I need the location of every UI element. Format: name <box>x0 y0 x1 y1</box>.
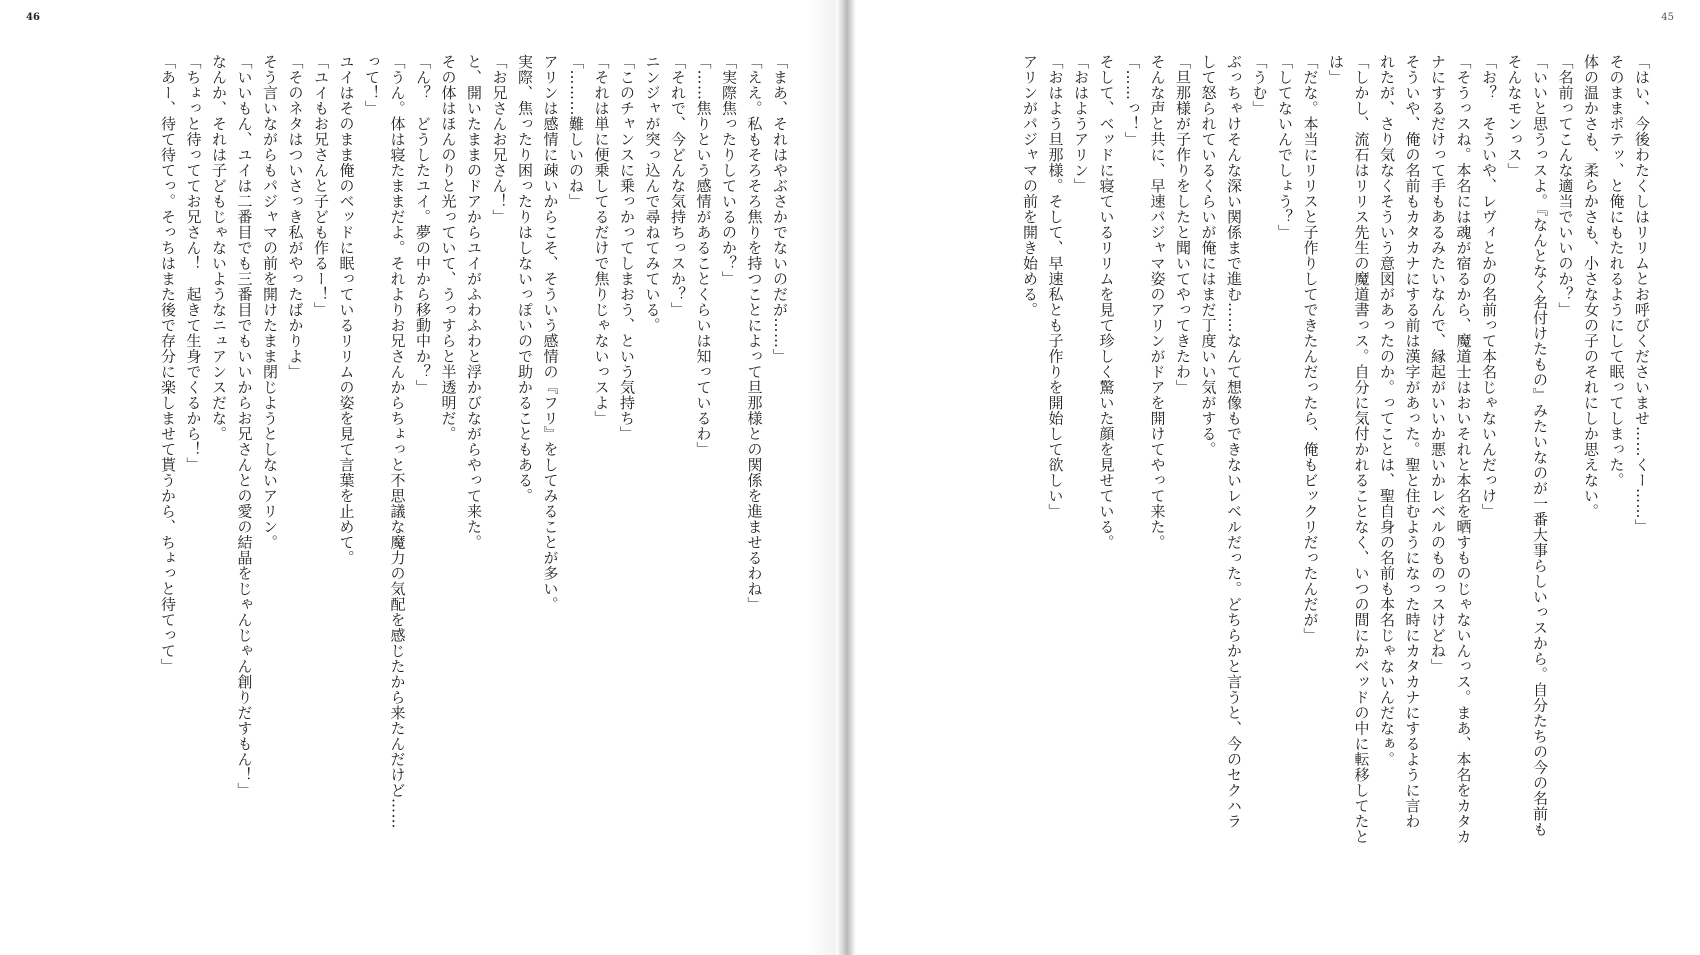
text-line: そういや、俺の名前もカタカナにする前は漢字があった。聖と住むようになった時にカタカナにするように言わ <box>1403 54 1422 829</box>
text-line: 「ちょっと待っててお兄さん！ 起きて生身でくるから！」 <box>184 54 203 473</box>
text-line: は」 <box>1327 54 1345 85</box>
text-line: 「それは単に便乗してるだけで焦りじゃないっスよ」 <box>592 54 611 426</box>
page-number-left: 46 <box>26 12 40 23</box>
text-line: 「いいもん、ユイは二番目でも三番目でもいいからお兄さんとの愛の結晶をじゃんじゃん創りだすもん！」 <box>235 54 254 798</box>
text-line: と、開いたままのドアからユイがふわふわと浮かびながらやって来た。 <box>465 54 483 550</box>
text-line: そのままポテッ、と俺にもたれるようにして眠ってしまった。 <box>1607 54 1626 488</box>
gutter-shadow-left <box>806 0 836 955</box>
text-line: ぶっちゃけそんな深い関係まで進む……なんて想像もできないレベルだった。どちらかと言うと、今のセクハラ <box>1225 54 1243 829</box>
text-line: そう言いながらもパジャマの前を開けたまま閉じようとしないアリン。 <box>261 54 279 550</box>
text-line: そんなモンっス」 <box>1505 54 1524 178</box>
text-line: 「いいと思うっスよ。『なんとなく名付けたもの』みたいなのが一番大事らしいっスから。自分たちの今の名前も <box>1531 54 1549 837</box>
text-line: 「まあ、それはやぶさかでないのだが……」 <box>771 54 789 364</box>
right-page-body-text <box>954 54 1654 914</box>
page-number-right: 45 <box>1661 12 1674 23</box>
text-line: そんな声と共に、早速パジャマ姿のアリンがドアを開けてやって来た。 <box>1148 54 1167 550</box>
text-line: れたが、さり気なくそういう意図があったのか。ってことは、聖自身の名前も本名じゃないんだなぁ。 <box>1378 54 1396 767</box>
text-line: アリンは感情に疎いからこそ、そういう感情の『フリ』をしてみることが多い。 <box>541 54 560 612</box>
text-line: って！」 <box>363 54 381 116</box>
text-line: 「それで、今どんな気持ちっスか？」 <box>669 54 687 318</box>
text-line: 「お？ そういや、レヴィとかの名前って本名じゃないんだっけ」 <box>1480 54 1498 519</box>
text-line: 「ユイもお兄さんと子ども作るー！」 <box>312 54 330 318</box>
text-line: 「ん？ どうしたユイ。夢の中から移動中か？」 <box>414 54 432 395</box>
text-line: 「してないんでしょう？」 <box>1276 54 1294 240</box>
left-page-body-text <box>72 54 792 914</box>
book-gutter <box>836 0 856 955</box>
text-line: そして、ベッドに寝ているリリムを見て珍しく驚いた顔を見せている。 <box>1097 54 1116 550</box>
text-line: 「……っ！」 <box>1123 54 1141 147</box>
text-line: して怒られているくらいが俺にはまだ丁度いい気がする。 <box>1199 54 1218 457</box>
text-line: 「おはようアリン」 <box>1072 54 1090 194</box>
text-line: その体はほんのりと光っていて、うっすらと半透明だ。 <box>439 54 458 442</box>
text-line: アリンがパジャマの前を開き始める。 <box>1021 54 1039 318</box>
text-line: 「だな。本当にリリスと子作りしてできたんだったら、俺もビックリだったんだが」 <box>1301 54 1320 643</box>
text-line: 「ええ。私もそろそろ焦りを持つことによって旦那様との関係を進ませるわね」 <box>745 54 764 612</box>
text-line: 「そうっスね。本名には魂が宿るから、魔道士はおいそれと本名を晒すものじゃないんっス。まあ、本名をカタカ <box>1454 54 1473 845</box>
text-line: 「そのネタはついさっき私がやったばかりよ」 <box>286 54 305 380</box>
text-line: 「旦那様が子作りをしたと聞いてやってきたわ」 <box>1174 54 1192 395</box>
text-line: 「うむ」 <box>1250 54 1269 116</box>
text-line: 「実際焦ったりしているのか？」 <box>720 54 738 287</box>
left-page <box>0 0 836 955</box>
text-line: ニンジャが突っ込んで尋ねてみている。 <box>643 54 662 333</box>
text-line: 体の温かさも、柔らかさも、小さな女の子のそれにしか思えない。 <box>1582 54 1600 519</box>
text-line: 「………難しいのね」 <box>567 54 585 209</box>
text-line: 「……焦りという感情があることくらいは知っているわ」 <box>694 54 713 457</box>
text-line: ナにするだけって手もあるみたいなんで、縁起がいいか悪いかレベルのものっスけどね」 <box>1429 54 1447 674</box>
text-line: 「このチャンスに乗っかってしまおう、という気持ち」 <box>618 54 636 442</box>
text-line: 「名前ってこんな適当でいいのか？」 <box>1556 54 1575 318</box>
text-line: 「おはよう旦那様。そして、早速私とも子作りを開始して欲しい」 <box>1046 54 1065 519</box>
text-line: 「しかし、流石はリリス先生の魔道書っス。自分に気付かれることなく、いつの間にかベッドの中に転移してたと <box>1352 54 1371 845</box>
text-line: なんか、それは子どもじゃないようなニュアンスだな。 <box>210 54 228 442</box>
text-line: 「うん。体は寝たままだよ。それよりお兄さんからちょっと不思議な魔力の気配を感じたから来たんだけど…… <box>388 54 407 829</box>
text-line: 「お兄さんお兄さん！」 <box>490 54 509 225</box>
right-page <box>856 0 1700 955</box>
text-line: ユイはそのまま俺のベッドに眠っているリリムの姿を見て言葉を止めて。 <box>337 54 356 566</box>
text-line: 実際、焦ったり困ったりはしないっぽいので助かることもある。 <box>516 54 534 504</box>
text-line: 「あー、待て待てっ。そっちはまた後で存分に楽しませて貰うから、ちょっと待てって」 <box>159 54 177 674</box>
text-line: 「はい、今後わたくしはリリムとお呼びくださいませ……くー……」 <box>1633 54 1651 535</box>
